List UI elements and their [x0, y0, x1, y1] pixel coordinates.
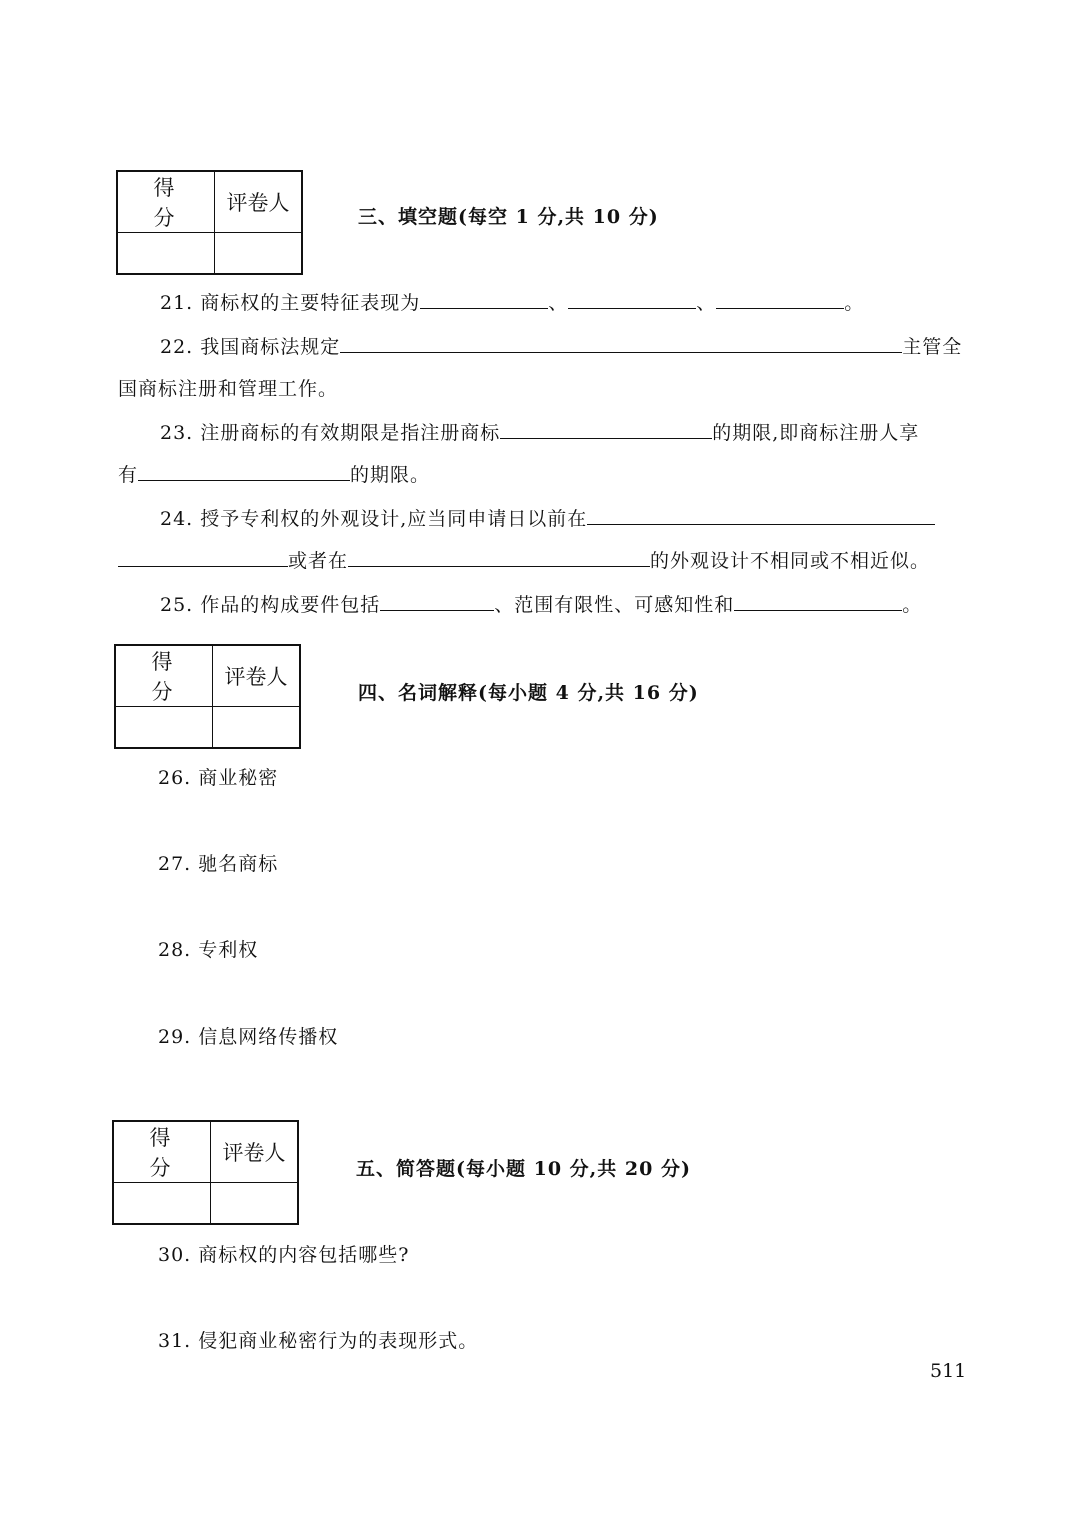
score-table-section3	[116, 170, 303, 275]
score-cell[interactable]	[115, 707, 213, 749]
score-table-section5	[112, 1120, 299, 1225]
score-cell[interactable]	[117, 233, 215, 275]
grader-cell[interactable]	[211, 1183, 299, 1225]
question-23: 23. 注册商标的有效期限是指注册商标 的期限,即商标注册人享	[160, 422, 920, 444]
question-23-cont: 有 的期限。	[118, 464, 431, 486]
grader-cell[interactable]	[213, 707, 301, 749]
blank-25-1[interactable]	[380, 592, 494, 611]
question-25: 25. 作品的构成要件包括 、范围有限性、可感知性和 。	[160, 594, 923, 616]
page-number: 511	[930, 1360, 967, 1382]
question-24-cont: 或者在 的外观设计不相同或不相近似。	[118, 546, 930, 573]
score-cell[interactable]	[113, 1183, 211, 1225]
blank-24-2[interactable]	[118, 548, 288, 567]
question-22-cont: 国商标注册和管理工作。	[118, 378, 339, 400]
blank-22-1[interactable]	[340, 334, 902, 353]
grader-label: 评卷人	[213, 645, 301, 707]
blank-21-3[interactable]	[716, 290, 844, 309]
blank-21-2[interactable]	[568, 290, 696, 309]
question-31: 31. 侵犯商业秘密行为的表现形式。	[158, 1330, 479, 1352]
section4-title: 四、名词解释(每小题 4 分,共 16 分)	[358, 682, 699, 704]
blank-23-2[interactable]	[138, 462, 350, 481]
question-22: 22. 我国商标法规定 主管全	[160, 336, 963, 358]
grader-label: 评卷人	[215, 171, 303, 233]
blank-23-1[interactable]	[500, 420, 712, 439]
question-24: 24. 授予专利权的外观设计,应当同申请日以前在	[160, 504, 935, 531]
question-21: 21. 商标权的主要特征表现为 、 、 。	[160, 292, 865, 314]
question-28: 28. 专利权	[158, 939, 259, 961]
grader-cell[interactable]	[215, 233, 303, 275]
grader-label: 评卷人	[211, 1121, 299, 1183]
question-27: 27. 驰名商标	[158, 853, 279, 875]
blank-24-3[interactable]	[348, 548, 650, 567]
score-label: 得 分	[117, 171, 215, 233]
section3-title: 三、填空题(每空 1 分,共 10 分)	[358, 206, 659, 228]
blank-24-1[interactable]	[587, 506, 935, 525]
score-label: 得 分	[113, 1121, 211, 1183]
question-26: 26. 商业秘密	[158, 767, 279, 789]
blank-21-1[interactable]	[420, 290, 548, 309]
question-30: 30. 商标权的内容包括哪些?	[158, 1244, 410, 1266]
question-29: 29. 信息网络传播权	[158, 1026, 339, 1048]
score-label: 得 分	[115, 645, 213, 707]
blank-25-2[interactable]	[734, 592, 902, 611]
score-table-section4	[114, 644, 301, 749]
section5-title: 五、简答题(每小题 10 分,共 20 分)	[356, 1158, 691, 1180]
